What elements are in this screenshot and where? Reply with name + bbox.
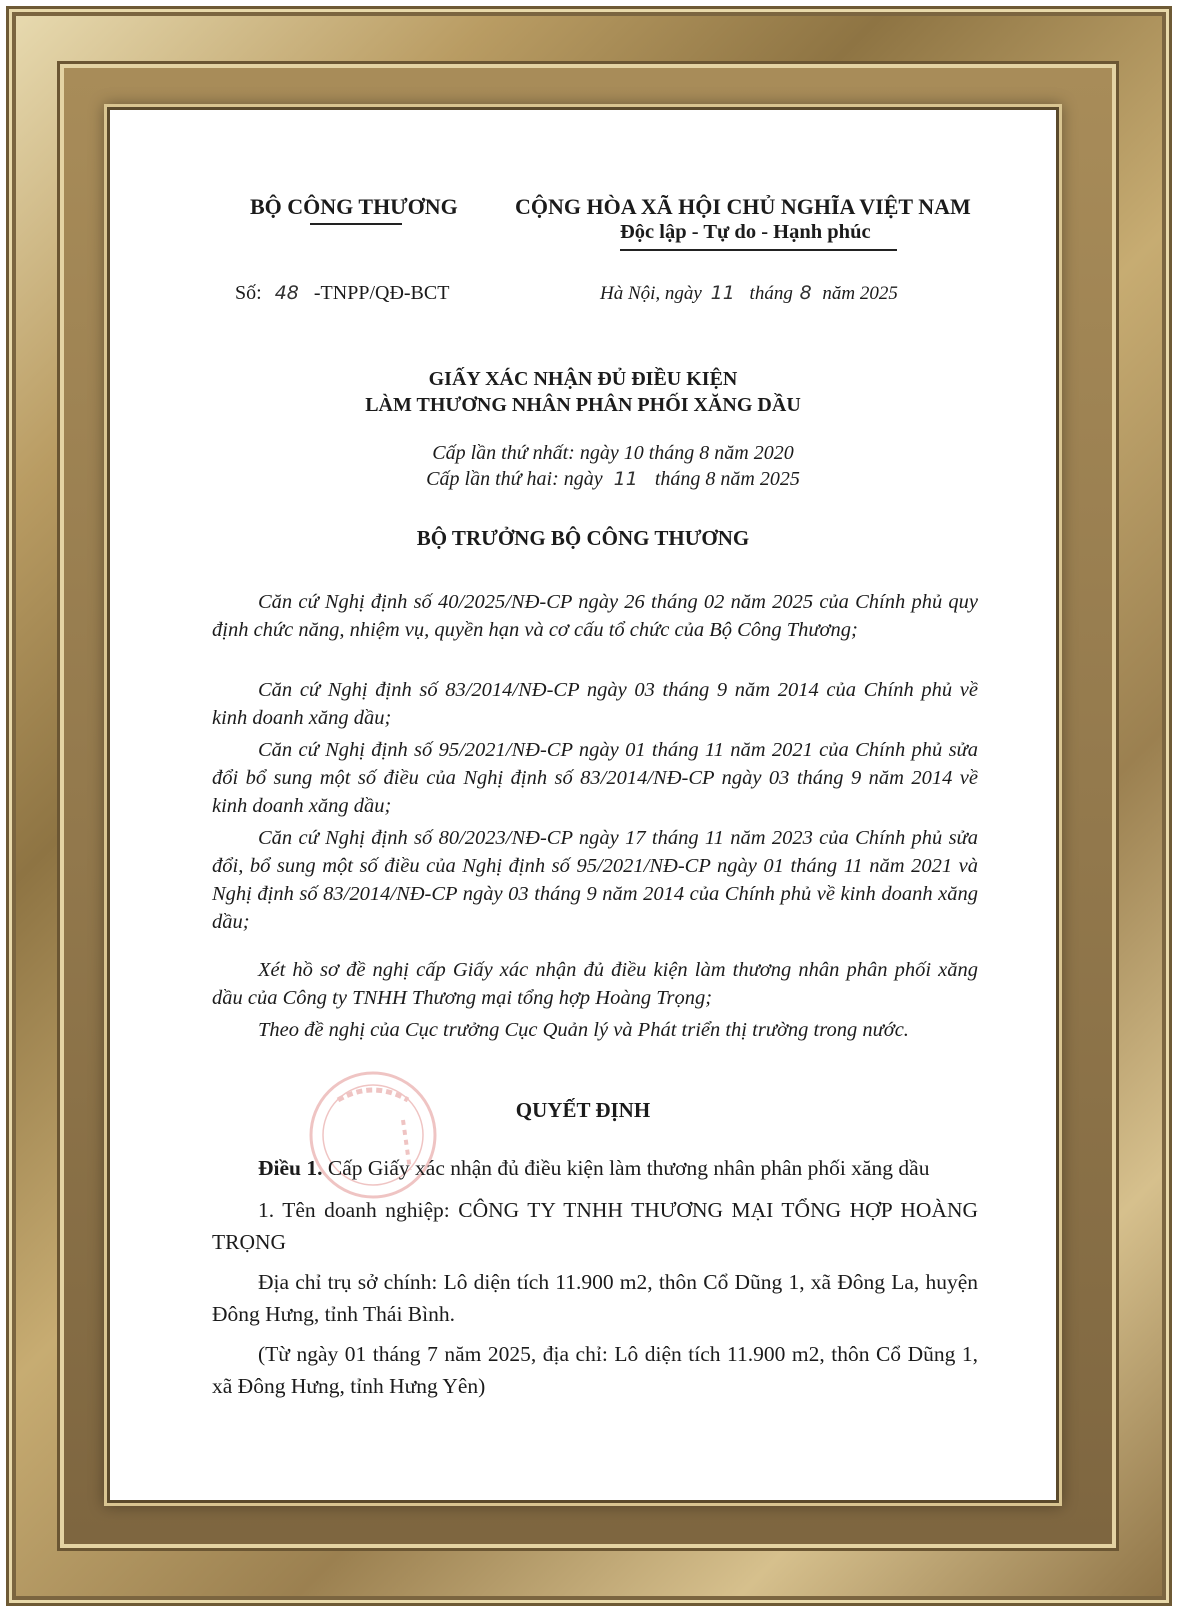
address-change-note: (Từ ngày 01 tháng 7 năm 2025, địa chỉ: Lô diện tích 11.900 m2, thôn Cổ Dũng 1, xã Đông Hưng, tỉnh Hưng Yên) [212,1342,978,1398]
head-office-address: Địa chỉ trụ sở chính: Lô diện tích 11.900 m2, thôn Cổ Dũng 1, xã Đông La, huyện Đông Hưng, tỉnh Thái Bình. [212,1270,978,1326]
ministry-name: BỘ CÔNG THƯƠNG [250,194,458,219]
certificate-title-line1: GIẤY XÁC NHẬN ĐỦ ĐIỀU KIỆN [428,368,738,390]
doc-number-prefix: Số: [235,282,262,304]
date-place: Hà Nội, ngày [600,283,702,304]
doc-number-suffix: -TNPP/QĐ-BCT [313,282,450,304]
national-motto: Độc lập - Tự do - Hạnh phúc [620,221,871,243]
company-name: 1. Tên doanh nghiệp: CÔNG TY TNHH THƯƠNG MẠI TỔNG HỢP HOÀNG TRỌNG [212,1198,978,1254]
article-1 [212,1152,978,1184]
ministry-underline [310,223,402,225]
second-issue-suffix: tháng 8 năm 2025 [654,468,800,490]
doc-number-handwritten: 48 [274,282,299,304]
second-issue-prefix: Cấp lần thứ hai: ngày [426,468,603,490]
certificate-title-line2: LÀM THƯƠNG NHÂN PHÂN PHỐI XĂNG DẦU [365,394,801,416]
republic-name: CỘNG HÒA XÃ HỘI CHỦ NGHĨA VIỆT NAM [515,194,971,219]
faded-seal-stamp [298,1060,448,1210]
application-review: Xét hồ sơ đề nghị cấp Giấy xác nhận đủ điều kiện làm thương nhân phân phối xăng dầu của Công ty TNHH Thương mại tổng hợp Hoàng Trọng; [212,959,978,1009]
legal-basis-1: Căn cứ Nghị định số 40/2025/NĐ-CP ngày 26 tháng 02 năm 2025 của Chính phủ quy định chức năng, nhiệm vụ, quyền hạn và cơ cấu tổ chức của Bộ Công Thương; [212,591,978,641]
date-line [600,282,898,305]
date-month-handwritten: 8 [799,282,812,304]
second-issue-day-handwritten: 11 [613,468,638,490]
legal-basis-3: Căn cứ Nghị định số 95/2021/NĐ-CP ngày 01 tháng 11 năm 2021 của Chính phủ sửa đổi bổ sung một số điều của Nghị định số 83/2014/NĐ-CP ngày 03 tháng 9 năm 2014 về kinh doanh xăng dầu; [212,739,978,817]
issuing-authority: BỘ TRƯỞNG BỘ CÔNG THƯƠNG [416,526,750,550]
decision-heading: QUYẾT ĐỊNH [515,1098,651,1122]
date-year: năm 2025 [822,283,898,304]
legal-basis-2: Căn cứ Nghị định số 83/2014/NĐ-CP ngày 03 tháng 9 năm 2014 của Chính phủ về kinh doanh xăng dầu; [212,679,978,729]
article-1-label: Điều 1. [258,1156,323,1180]
proposal-basis: Theo đề nghị của Cục trưởng Cục Quản lý và Phát triển thị trường trong nước. [258,1019,909,1041]
date-month-label: tháng [749,283,793,304]
second-issue-date [140,468,1086,491]
document-number [235,282,449,305]
date-day-handwritten: 11 [710,282,735,304]
first-issue-date: Cấp lần thứ nhất: ngày 10 tháng 8 năm 2020 [432,442,794,464]
legal-basis-4: Căn cứ Nghị định số 80/2023/NĐ-CP ngày 17 tháng 11 năm 2023 của Chính phủ sửa đổi, bổ sung một số điều của Nghị định số 95/2021/NĐ-CP ngày 01 tháng 11 năm 2021 và Nghị định số 83/2014/NĐ-CP ngày 03 tháng 9 năm 2014 của Chính phủ về kinh doanh xăng dầu; [212,827,978,933]
article-1-text: Cấp Giấy xác nhận đủ điều kiện làm thương nhân phân phối xăng dầu [327,1156,930,1180]
document-page [110,110,1056,1500]
motto-underline [620,249,897,251]
